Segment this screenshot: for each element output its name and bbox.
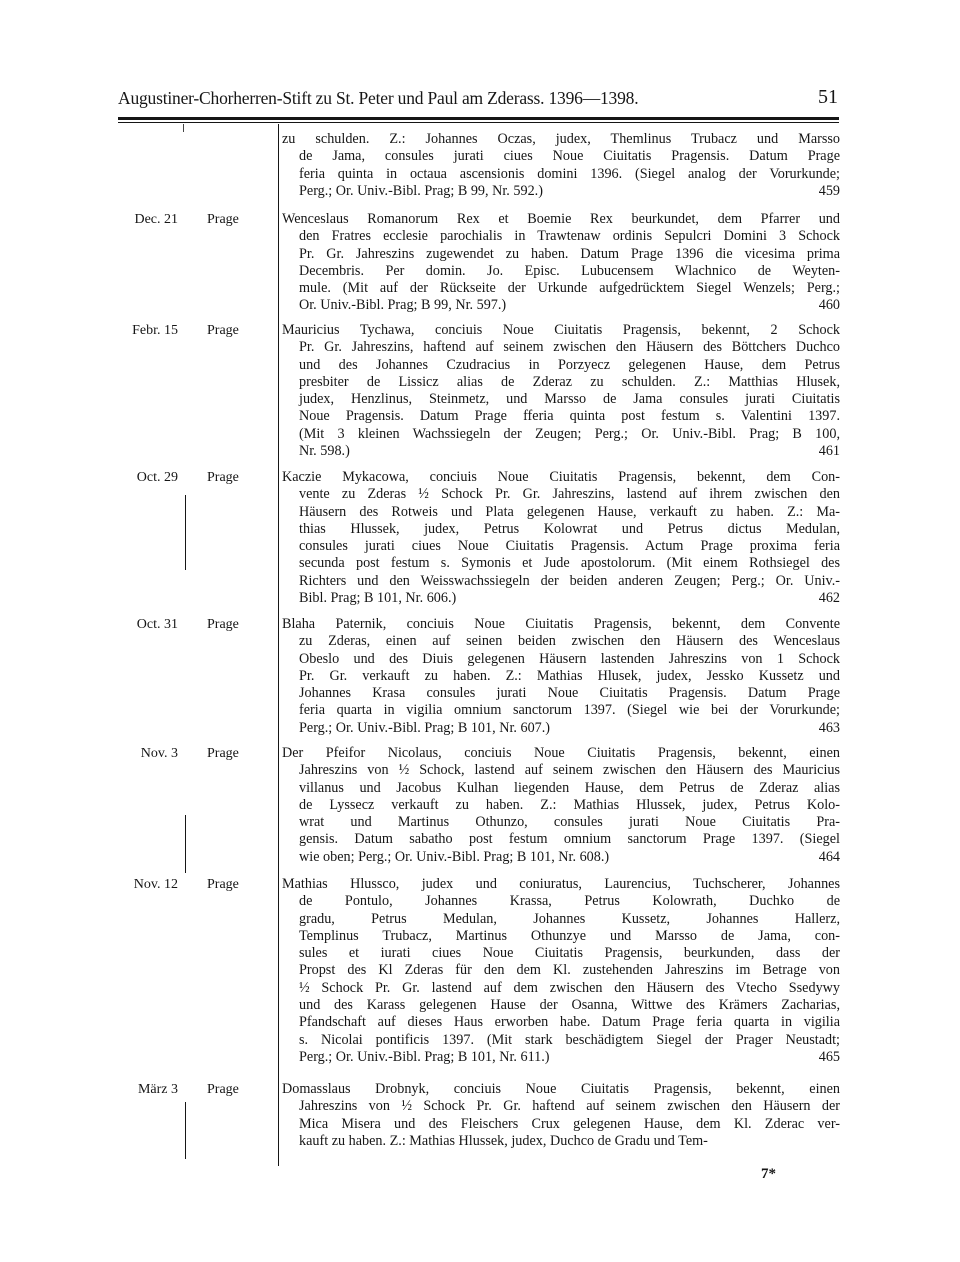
entry-line-text: Noue Pragensis. Datum Prage fferia quinta post festum s. Valentini 1397. [299, 408, 840, 425]
entry-line [282, 504, 840, 521]
entry-line [282, 911, 840, 928]
entry-line-text: Or. Univ.-Bibl. Prag; B 99, Nr. 597.) [299, 297, 507, 314]
entry-line [282, 814, 840, 831]
entry-line-text: zu Zderas, einen auf seinen beiden zwischen den Häusern des Wenceslaus [299, 633, 840, 650]
entry-line-text: wrat und Martinus Othunzo, consules jurati Noue Ciuitatis Pra- [299, 814, 840, 831]
entry-line [282, 780, 840, 797]
entry-line-text: Perg.; Or. Univ.-Bibl. Prag; B 99, Nr. 592.) [299, 182, 543, 199]
entry-line-text: villanus und Jacobus Kulhan liegenden Hause, dem Petrus de Zderaz alias [299, 779, 840, 796]
entry-line-text: consules jurati ciues Noue Ciuitatis Pragensis. Actum Prage proxima feria [299, 538, 840, 555]
entry-place: Prage [207, 877, 239, 892]
entry-line-text: Nr. 598.) [299, 443, 350, 460]
entry-line-text: wie oben; Perg.; Or. Univ.-Bibl. Prag; B 101, Nr. 608.) [299, 848, 610, 865]
header-rule-thin [118, 122, 839, 123]
running-header [118, 88, 840, 114]
entry-line [282, 408, 840, 425]
entry-line-text: Domasslaus Drobnyk, conciuis Noue Ciuitatis Pragensis, bekennt, einen [282, 1081, 840, 1097]
entry-line-text: Der Pfeifor Nicolaus, conciuis Noue Ciuitatis Pragensis, bekennt, einen [282, 745, 840, 761]
date-column-bracket [185, 1102, 186, 1159]
entry-text [282, 876, 840, 1066]
entry-line-text: kauft zu haben. Z.: Mathias Hlussek, judex, Duchco de Gradu und Tem- [299, 1132, 708, 1149]
entry-line [282, 980, 840, 997]
entry-line-text: secunda post festum s. Symonis et Jude apostolorum. (Mit einem Rothsiegel des [299, 555, 840, 572]
entry-line [282, 685, 840, 702]
entry-line [282, 702, 840, 719]
entry-line [282, 555, 840, 572]
entry-line [282, 538, 840, 555]
entry-line [282, 831, 840, 848]
entry-place: Prage [207, 212, 239, 227]
entry-line-text: (Mit 3 kleinen Wachssiegeln der Zeugen; Perg.; Or. Univ.-Bibl. Prag; B 100, [299, 425, 840, 442]
entry-line-text: presbiter de Lissicz alias de Zderaz zu schulden. Z.: Matthias Hlusek, [299, 373, 840, 390]
entry-line [282, 443, 840, 460]
entry-line-text: und des Johannes Czudracius in Porzyecz gelegenen Hause, dem Petrus [299, 356, 840, 373]
entry-place: Prage [207, 1082, 239, 1097]
entry-line-text: und des Karass gelegenen Hause der Osanna, Wittwe des Krämers Zacharias, [299, 997, 840, 1014]
entry-number: 460 [818, 297, 840, 314]
header-title: Augustiner-Chorherren-Stift zu St. Peter und Paul am Zderass. 1396—1398. [118, 88, 639, 108]
entry-line-text: Perg.; Or. Univ.-Bibl. Prag; B 101, Nr. 611.) [299, 1048, 550, 1065]
entry-line [282, 1133, 840, 1150]
entry-line-text: Bibl. Prag; B 101, Nr. 606.) [299, 590, 457, 607]
date-column-bracket [185, 815, 186, 873]
entry-date: Nov. 3 [140, 746, 178, 761]
entry-line-text: ½ Schock Pr. Gr. lastend auf dem zwischen den Häusern des Vtecho Ssedywy [299, 979, 840, 996]
entry-line [282, 1032, 840, 1049]
entry-line-text: Templinus Trubacz, Martinus Othunzye und Marsso de Jama, con- [299, 927, 840, 944]
entry-line-text: Pfandschaft auf dieses Haus erworben habe. Datum Prage feria quarta in vigilia [299, 1014, 840, 1031]
entry-line-text: Kaczie Mykacowa, conciuis Noue Ciuitatis Pragensis, bekennt, dem Con- [282, 469, 840, 485]
entry-line-text: gradu, Petrus Medulan, Johannes Kussetz, Johannes Hallerz, [299, 910, 840, 927]
entry-line-text: de Lyssecz verkauft zu haben. Z.: Mathias Hlussek, judex, Petrus Kolo- [299, 796, 840, 813]
signature-mark: 7* [761, 1166, 776, 1182]
entry-line [282, 228, 840, 245]
entry-text [282, 745, 840, 866]
entry-line [282, 633, 840, 650]
entry-line-text: gensis. Datum sabatho post festum omnium sanctorum Prage 1397. (Siegel [299, 831, 840, 848]
entry-place: Prage [207, 746, 239, 761]
entry-line [282, 131, 840, 148]
entry-line [282, 893, 840, 910]
entry-line-text: Mauricius Tychawa, conciuis Noue Ciuitatis Pragensis, bekennt, 2 Schock [282, 322, 840, 338]
entry-line [282, 166, 840, 183]
entry-line-text: sules et iurati ciues Noue Ciuitatis Pragensis, beurkunden, dass der [299, 945, 840, 962]
entry-line-text: Blaha Paternik, conciuis Noue Ciuitatis Pragensis, bekennt, dem Convente [282, 616, 840, 632]
entry-number: 465 [818, 1048, 840, 1065]
page-number: 51 [818, 86, 838, 108]
entry-line-text: vente zu Zderas ½ Schock Pr. Gr. Jahreszins, lastend auf ihrem zwischen den [299, 486, 840, 503]
entry-line [282, 616, 840, 633]
entry-line [282, 374, 840, 391]
entry-line [282, 357, 840, 374]
entry-text [282, 322, 840, 460]
entry-line-text: Jahreszins von ½ Schock, lastend auf seinem zwischen den Häusern des Mauricius [299, 762, 840, 779]
entry-line [282, 573, 840, 590]
entry-line [282, 1098, 840, 1115]
entry-line [282, 322, 840, 339]
entry-line-text: Mica Misera und des Fleischers Crux gelegenen Hause, dem Kl. Zderac ver- [299, 1115, 840, 1132]
entry-line [282, 651, 840, 668]
entry-line-text: Wenceslaus Romanorum Rex et Boemie Rex beurkundet, dem Pfarrer und [282, 211, 840, 227]
entry-date: Febr. 15 [132, 323, 178, 338]
entry-line [282, 1081, 840, 1098]
entry-line [282, 391, 840, 408]
entry-line-text: s. Nicolai pontificis 1397. (Mit stark beschädigtem Siegel der Prager Neustadt; [299, 1031, 840, 1048]
entry-line-text: mule. (Mit auf der Rückseite der Urkunde aufgedrücktem Siegel Wenzels; Perg.; [299, 280, 840, 297]
entry-place: Prage [207, 323, 239, 338]
entry-line-text: de Jama, consules jurati ciues Noue Ciuitatis Pragensis. Datum Prage [299, 148, 840, 165]
entry-date: Nov. 12 [133, 877, 178, 892]
entry-line [282, 945, 840, 962]
entry-number: 459 [818, 182, 840, 199]
entry-line-text: zu schulden. Z.: Johannes Oczas, judex, Themlinus Trubacz und Marsso [282, 131, 840, 147]
entry-line-text: feria quarta in vigilia omnium sanctorum 1397. (Siegel wie bei der Vorurkunde; [299, 702, 840, 719]
entry-date: Oct. 31 [136, 617, 178, 632]
entry-line [282, 263, 840, 280]
entry-line [282, 1014, 840, 1031]
entry-line [282, 426, 840, 443]
entry-line [282, 849, 840, 866]
entry-line-text: Pr. Gr. verkauft zu haben. Z.: Mathias Hlusek, judex, Jessko Kussetz und [299, 667, 840, 684]
entry-line [282, 928, 840, 945]
entry-line [282, 720, 840, 737]
entry-line [282, 762, 840, 779]
entry-text [282, 616, 840, 737]
entry-line-text: den Fratres ecclesie parochialis in Trawtenaw ordinis Sepulcri Domini 3 Schock [299, 228, 840, 245]
entry-line-text: Pr. Gr. Jahreszins, haftend auf seinem zwischen den Häusern des Böttchers Duchco [299, 339, 840, 356]
entry-text [282, 131, 840, 200]
entry-line [282, 183, 840, 200]
column-divider [278, 124, 279, 1166]
column-tick-mark [183, 124, 184, 132]
entry-line [282, 797, 840, 814]
entry-line-text: Pr. Gr. Jahreszins zugewendet zu haben. Datum Prage 1396 die vicesima prima [299, 245, 840, 262]
entry-line [282, 590, 840, 607]
entry-date: März 3 [137, 1082, 178, 1097]
entry-text [282, 1081, 840, 1150]
entry-line-text: Obeslo und des Diuis gelegenen Häusern lastenden Jahreszins von 1 Schock [299, 650, 840, 667]
entry-line [282, 668, 840, 685]
entry-date: Dec. 21 [134, 212, 178, 227]
entry-line-text: thias Hlussek, judex, Petrus Kolowrat und Petrus dictus Medulan, [299, 520, 840, 537]
entry-line [282, 962, 840, 979]
entry-line-text: de Pontulo, Johannes Krassa, Petrus Kolowrath, Duchko de [299, 893, 840, 910]
entry-number: 463 [818, 719, 840, 736]
entry-number: 462 [818, 590, 840, 607]
entry-line-text: Johannes Krasa consules jurati Noue Ciuitatis Pragensis. Datum Prage [299, 685, 840, 702]
entry-line-text: Mathias Hlussco, judex und coniuratus, Laurencius, Tuchscherer, Johannes [282, 876, 840, 892]
entry-line [282, 745, 840, 762]
header-rule-thick [118, 117, 839, 120]
entry-line [282, 211, 840, 228]
entry-line [282, 486, 840, 503]
entry-line [282, 339, 840, 356]
entry-number: 461 [818, 443, 840, 460]
entry-line [282, 876, 840, 893]
entry-line-text: Richters und den Weisswachssiegeln der beiden anderen Zeugen; Perg.; Or. Univ.- [299, 572, 840, 589]
entry-line [282, 997, 840, 1014]
entry-line [282, 521, 840, 538]
entry-place: Prage [207, 470, 239, 485]
date-column-bracket [185, 495, 186, 570]
entry-line [282, 280, 840, 297]
entry-line-text: Perg.; Or. Univ.-Bibl. Prag; B 101, Nr. 607.) [299, 719, 551, 736]
entry-line-text: judex, Henzlinus, Steinmetz, und Marsso de Jama consules jurati Ciuitatis [299, 391, 840, 408]
entry-line [282, 246, 840, 263]
entry-line [282, 148, 840, 165]
entry-line-text: Jahreszins von ½ Schock Pr. Gr. haftend auf seinem zwischen den Häusern der [299, 1098, 840, 1115]
entry-line [282, 1049, 840, 1066]
entry-text [282, 211, 840, 315]
entry-place: Prage [207, 617, 239, 632]
entry-line [282, 1116, 840, 1133]
entry-line-text: feria quinta in octaua ascensionis domini 1396. (Siegel analog der Vorurkunde; [299, 165, 840, 182]
entry-line-text: Propst des Kl Zderas für den dem Kl. zustehenden Jahreszins im Betrage von [299, 962, 840, 979]
entry-date: Oct. 29 [136, 470, 178, 485]
entry-line [282, 297, 840, 314]
entry-line [282, 469, 840, 486]
entry-number: 464 [818, 848, 840, 865]
entry-text [282, 469, 840, 607]
entry-line-text: Häusern des Rotweis und Plata gelegenen Hause, verkauft zu haben. Z.: Ma- [299, 503, 840, 520]
entry-line-text: Decembris. Per domin. Jo. Episc. Lubucensem Wlachnico de Weyten- [299, 262, 840, 279]
